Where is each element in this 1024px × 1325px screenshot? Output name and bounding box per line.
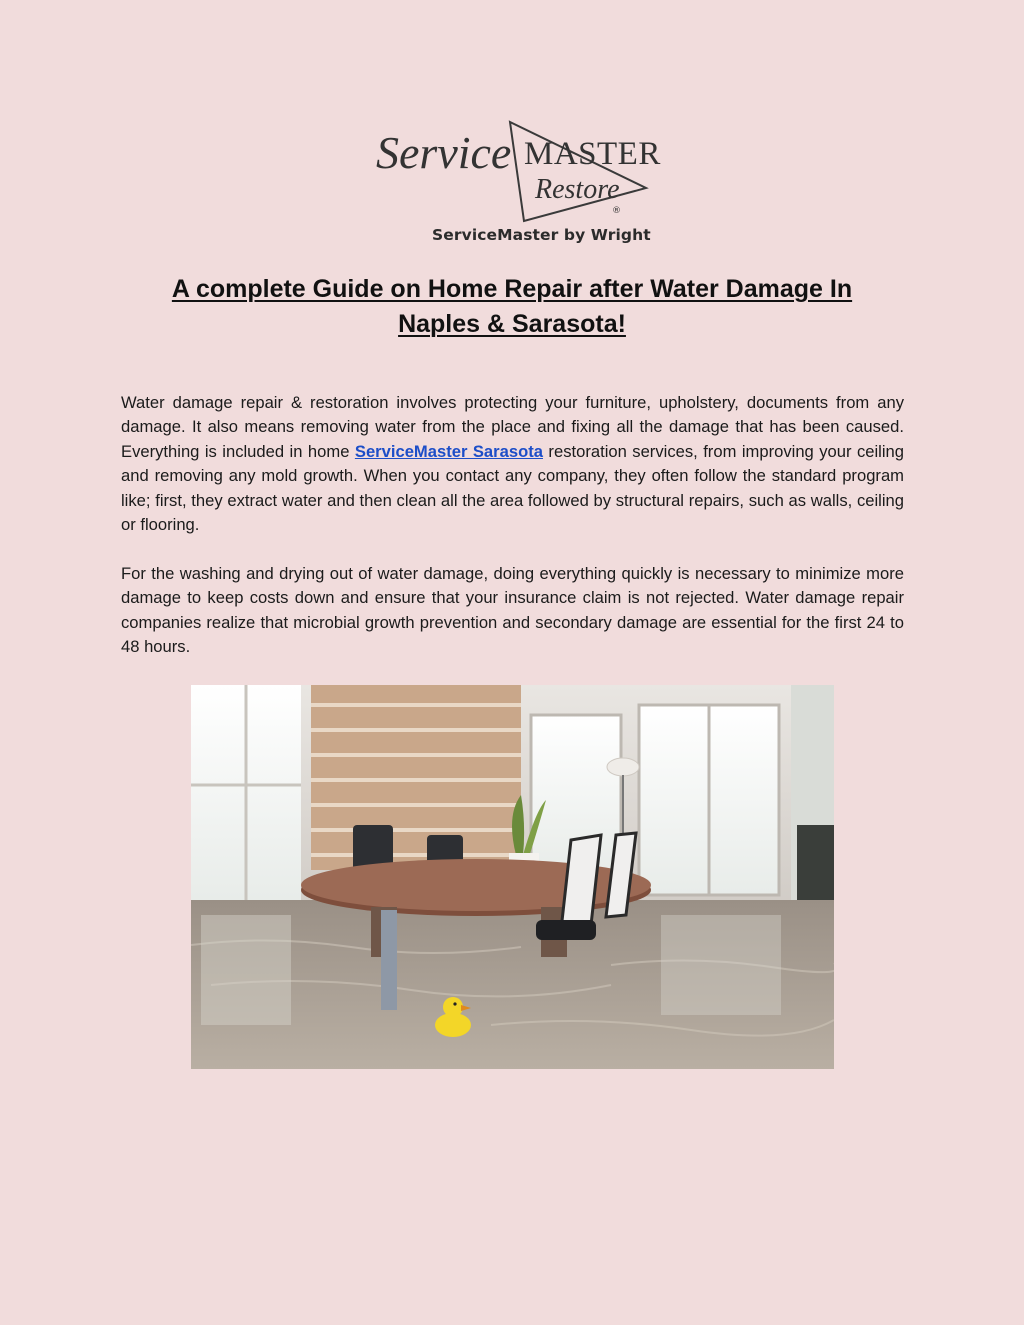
- servicemaster-sarasota-link[interactable]: ServiceMaster Sarasota: [354, 441, 543, 461]
- flooded-office-photo: [191, 685, 834, 1069]
- title-line-1: A complete Guide on Home Repair after Water Damage In: [171, 275, 853, 303]
- paragraph-intro-text-a: Water damage repair & restoration involves protecting your furniture, upholstery, documents from any damage. It also means removing water from the place and fixing all the damage that has been caused. Everything is included in home: [121, 393, 904, 461]
- paragraph-urgency: For the washing and drying out of water damage, doing everything quickly is necessary to minimize more damage to keep costs down and ensure that your insurance claim is not rejected. Water damage repair companies realize that microbial growth prevention and secondary damage are essential for the first 24 to 48 hours.: [121, 564, 904, 657]
- paragraph-intro: [121, 391, 904, 537]
- title-line-2: Naples & Sarasota!: [398, 310, 626, 338]
- servicemaster-restore-logo: [372, 118, 662, 250]
- logo-brand-script: Service: [376, 127, 512, 178]
- page-title: [120, 272, 904, 342]
- logo-tagline: ServiceMaster by Wright: [432, 226, 651, 244]
- logo-restore: Restore: [535, 174, 620, 205]
- paragraph-intro-text-b: restoration services, from improving your ceiling and removing any mold growth. When you contact any company, they often follow the standard program like; first, they extract water and then clean all the area followed by structural repairs, such as walls, ceiling or flooring.: [121, 441, 904, 535]
- logo-registered-mark: ®: [612, 206, 621, 216]
- logo-brand-caps: MASTER: [524, 136, 661, 172]
